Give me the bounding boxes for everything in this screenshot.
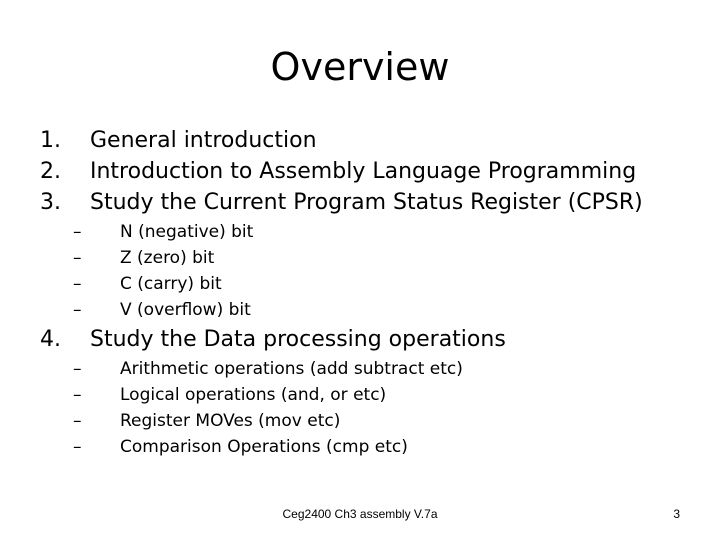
subitem-text: Z (zero) bit bbox=[120, 248, 215, 268]
page-number: 3 bbox=[673, 507, 680, 521]
item-number: 3. bbox=[40, 190, 61, 215]
subitem-text: Arithmetic operations (add subtract etc) bbox=[120, 359, 463, 379]
item-text: Study the Data processing operations bbox=[90, 327, 506, 352]
slide-title: Overview bbox=[270, 45, 450, 89]
subitem-dash: – bbox=[73, 222, 82, 242]
subitem-text: Comparison Operations (cmp etc) bbox=[120, 437, 408, 457]
subitem-text: Logical operations (and, or etc) bbox=[120, 385, 387, 405]
subitem-dash: – bbox=[73, 411, 82, 431]
subitem-dash: – bbox=[73, 248, 82, 268]
subitem-text: N (negative) bit bbox=[120, 222, 254, 242]
item-text: Introduction to Assembly Language Programming bbox=[90, 159, 637, 184]
item-number: 1. bbox=[40, 128, 61, 153]
slide-footer: Ceg2400 Ch3 assembly V.7a bbox=[282, 507, 438, 521]
item-number: 2. bbox=[40, 159, 61, 184]
subitem-dash: – bbox=[73, 385, 82, 405]
subitem-dash: – bbox=[73, 274, 82, 294]
subitem-text: V (overflow) bit bbox=[120, 300, 251, 320]
subitem-text: Register MOVes (mov etc) bbox=[120, 411, 341, 431]
subitem-dash: – bbox=[73, 300, 82, 320]
item-text: Study the Current Program Status Register (CPSR) bbox=[90, 190, 643, 215]
subitem-text: C (carry) bit bbox=[120, 274, 222, 294]
subitem-dash: – bbox=[73, 359, 82, 379]
item-number: 4. bbox=[40, 327, 61, 352]
item-text: General introduction bbox=[90, 128, 317, 153]
subitem-dash: – bbox=[73, 437, 82, 457]
